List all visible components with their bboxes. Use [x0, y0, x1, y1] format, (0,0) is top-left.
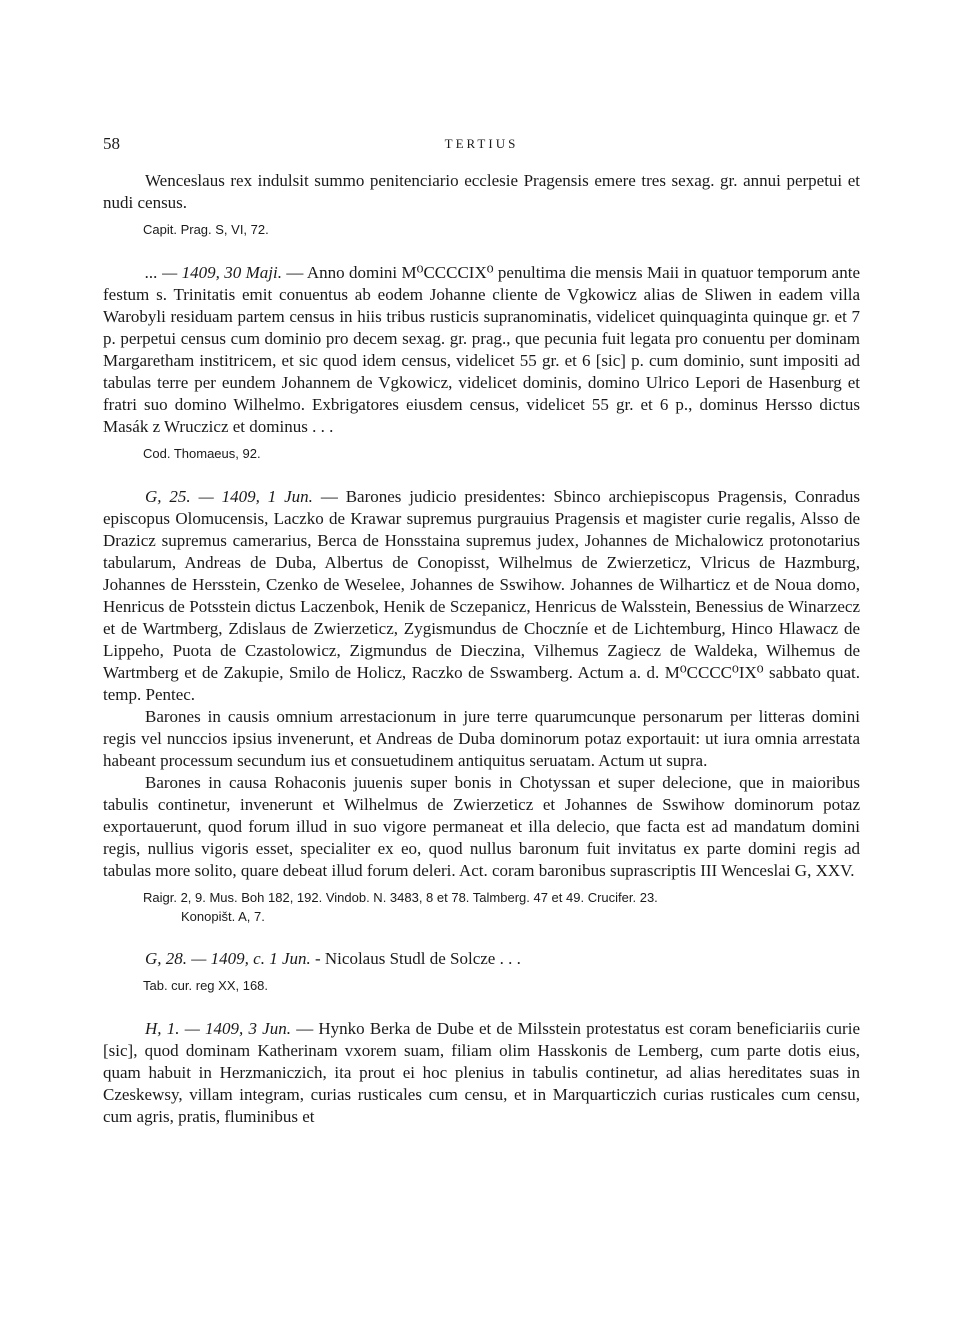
entry-date: G, 25. — 1409, 1 Jun.: [145, 487, 313, 506]
entry-text: — Hynko Berka de Dube et de Milsstein protestatus est coram beneficiariis curie [sic], quod dominam Katherinam vxorem suam, filiam olim Hasskonis de Lemberg, cum parte dotis eius, quam habuit in Herzmaniczich, ita prout ei hoc plenius in tabulis continetur, ad alias hereditates suas in Czeskewsy, villam integram, curias rusticales cum censu, et in Marquarticzich curias rusticales cum censu, cum agris, pratis, fluminibus et: [103, 1019, 860, 1126]
source-line: Raigr. 2, 9. Mus. Boh 182, 192. Vindob. N. 3483, 8 et 78. Talmberg. 47 et 49. Crucifer. 23.: [143, 890, 658, 905]
entry-date: G, 28. — 1409, c. 1 Jun.: [145, 949, 311, 968]
entry-paragraph: [103, 262, 860, 438]
entry-2: [103, 262, 860, 464]
source-citation: Cod. Thomaeus, 92.: [143, 446, 261, 461]
entry-4: [103, 948, 860, 996]
source-citation: Capit. Prag. S, VI, 72.: [143, 222, 269, 237]
source-citation: [143, 888, 860, 926]
entry-paragraph: Barones in causis omnium arrestacionum in jure terre quarumcunque personarum per litteras domini regis vel nunccios ipsius invenerunt, et Andreas de Duba dominorum potaz exportauit: ut iura omnia arrestata habeant processum secundum ius et consuetudinem antiquitus seruatam. Actum ut supra.: [103, 707, 860, 770]
entry-text: — Anno domini M⁰CCCCIX⁰ penultima die mensis Maii in quatuor temporum ante festum s. Trinitatis emit conuentus ab eodem Johanne cliente de Vgkowicz alias de Sliwen in eadem villa Warobyli residuam partem census in hiis tribus rusticis supranominatis, videlicet quinquaginta quinque gr. et 7 p. perpetui census cum dominio pro decem sexag. gr. prag., que pecunia fuit legata pro conuentu per dominam Margaretham institricem, et sic quod idem census, videlicet 55 gr. et 6 [sic] p. cum dominio, sunt impositi ad tabulas terre per eundem Johannem de Vgkowicz, videlicet dominis, domino Ulrico Lepori de Hasenburg et fratri suo domino Wilhelmo. Exbrigatores eiusdem census, videlicet 55 gr. et 6 p., dominus Hersso dictus Masák z Wruczicz et dominus . . .: [103, 263, 860, 436]
entry-5: [103, 1018, 860, 1128]
entry-text: — Barones judicio presidentes: Sbinco archiepiscopus Pragensis, Conradus episcopus Olomucensis, Laczko de Krawar supremus purgrauius Pragensis et magister curie regalis, Alsso de Drazicz supremus camerarius, Berca de Honsstaina supremus judex, Johannes de Michalowicz protonotarius tabularum, Andreas de Duba, Albertus de Conopisst, Wilhelmus de Zwierzeticz, Vlricus de Hazmburg, Johannes de Hersstein, Czenko de Weselee, Johannes de Sswihow. Johannes de Wilharticz et de Noua domo, Henricus de Potsstein dictus Laczenbok, Henik de Sczepanicz, Henricus de Walsstein, Benessius de Winarzecz et de Wartmberg, Zdislaus de Zwierzeticz, Zygismundus de Choczníe et de Lichtemburg, Hinco Hlawacz de Lippeho, Puota de Czastolowicz, Zigmundus de Dieczina, Vilhemus Zagiecz de Waldeka, Wilhemus de Wartmberg et de Zakupie, Smilo de Holicz, Raczko de Sswamberg. Actum a. d. M⁰CCCC⁰IX⁰ sabbato quat. temp. Pentec.: [103, 487, 860, 704]
entry-paragraph: [103, 1018, 860, 1128]
entry-text: - Nicolaus Studl de Solcze . . .: [314, 949, 521, 968]
source-citation: Tab. cur. reg XX, 168.: [143, 978, 269, 993]
entry-paragraph: [103, 486, 860, 706]
running-head: TERTIUS: [444, 136, 519, 151]
entry-3: [103, 486, 860, 926]
source-line: Konopišt. A, 7.: [181, 909, 265, 924]
entry-1: [103, 170, 860, 240]
page-number: 58: [103, 134, 120, 153]
page-header: [103, 134, 860, 156]
entry-date: H, 1. — 1409, 3 Jun.: [145, 1019, 291, 1038]
entry-paragraph: [103, 948, 860, 970]
entry-date: ... — 1409, 30 Maji.: [145, 263, 282, 282]
entry-paragraph: Barones in causa Rohaconis juuenis super bonis in Chotyssan et super delecione, que in maioribus tabulis continetur, invenerunt et Wilhelmus de Zwierzeticz et Johannes de Sswihow dominorum potaz exportauerunt, quod forum illud in suo vigore permaneat et illa delecio, que facta est ad mandatum domini regis, nullius vigoris esset, specialiter ex eo, quod nullus baronum fuit invitatus ex parte domini regis ad tabulas more solito, quare debeat illud forum deleri. Act. coram baronibus suprascriptis III Wenceslai G, XXV.: [103, 773, 860, 880]
document-page: [103, 134, 860, 1128]
entry-paragraph: Wenceslaus rex indulsit summo penitenciario ecclesie Pragensis emere tres sexag. gr. annui perpetui et nudi census.: [103, 171, 860, 212]
